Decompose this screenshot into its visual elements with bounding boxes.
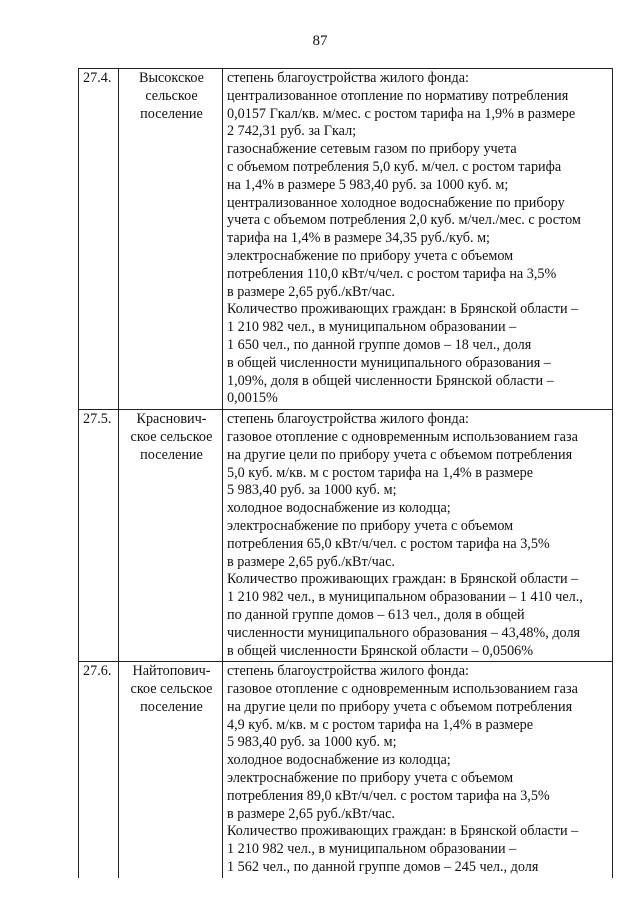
description-line: тарифа на 1,4% в размере 34,35 руб./куб. м; (227, 230, 491, 247)
description-line: 5 983,40 руб. за 1000 куб. м; (227, 482, 397, 499)
settlement-name (119, 410, 223, 662)
description-line: с объемом потребления 5,0 куб. м/чел. с ростом тарифа (227, 158, 562, 175)
description-line: на 1,4% в размере 5 983,40 руб. за 1000 куб. м; (227, 176, 509, 193)
page-number: 87 (312, 33, 328, 49)
description-line: потребления 65,0 кВт/ч/чел. с ростом тарифа на 3,5% (227, 535, 550, 552)
settlements-table (78, 68, 613, 878)
table-body (79, 69, 613, 878)
description-line: 4,9 куб. м/кв. м с ростом тарифа на 1,4% в размере (227, 716, 534, 733)
settlement-description (223, 662, 613, 878)
description-line: учета с объемом потребления 2,0 куб. м/чел./мес. с ростом (227, 212, 581, 229)
description-line: в размере 2,65 руб./кВт/час. (227, 283, 395, 300)
settlement-name-line: поселение (140, 105, 203, 122)
description-line: 1 562 чел., по данной группе домов – 245 чел., доля (227, 859, 539, 876)
description-line: 1 650 чел., по данной группе домов – 18 чел., доля (227, 336, 532, 353)
description-line: 1 210 982 чел., в муниципальном образовании – (227, 841, 517, 858)
settlement-name-line: Краснович- (136, 411, 207, 428)
description-line: потребления 89,0 кВт/ч/чел. с ростом тарифа на 3,5% (227, 787, 550, 804)
settlement-name-line: сельское (145, 87, 198, 104)
description-line: централизованное холодное водоснабжение по прибору (227, 194, 565, 211)
description-line: в размере 2,65 руб./кВт/час. (227, 805, 395, 822)
description-line: электроснабжение по прибору учета с объемом (227, 770, 514, 787)
description-line: на другие цели по прибору учета с объемом потребления (227, 446, 573, 463)
table-row (79, 662, 613, 878)
description-line: потребления 110,0 кВт/ч/чел. с ростом тарифа на 3,5% (227, 265, 557, 282)
description-line: Количество проживающих граждан: в Брянской области – (227, 823, 579, 840)
settlement-name (119, 662, 223, 878)
description-line: в общей численности Брянской области – 0,0506% (227, 642, 534, 659)
settlement-description (223, 410, 613, 662)
table-row (79, 410, 613, 662)
description-line: газовое отопление с одновременным использованием газа (227, 428, 578, 445)
description-line: численности муниципального образования – 43,48%, доля (227, 624, 581, 641)
description-line: 0,0015% (227, 390, 278, 407)
description-line: 0,0157 Гкал/кв. м/мес. с ростом тарифа на 1,9% в размере (227, 105, 576, 122)
description-line: Количество проживающих граждан: в Брянской области – (227, 571, 579, 588)
description-line: централизованное отопление по нормативу потребления (227, 87, 569, 104)
description-line: на другие цели по прибору учета с объемом потребления (227, 698, 573, 715)
description-line: степень благоустройства жилого фонда: (227, 411, 469, 428)
settlement-name-line: поселение (140, 446, 203, 463)
settlement-name (119, 69, 223, 410)
table-row (79, 69, 613, 410)
settlement-name-line: поселение (140, 698, 203, 715)
settlement-name-line: Найтопович- (132, 663, 211, 680)
description-line: электроснабжение по прибору учета с объемом (227, 247, 514, 264)
description-line: в общей численности муниципального образования – (227, 354, 551, 371)
settlement-name-line: ское сельское (130, 428, 213, 445)
description-line: 2 742,31 руб. за Гкал; (227, 123, 357, 140)
description-line: 1 210 982 чел., в муниципальном образовании – (227, 319, 517, 336)
description-line: холодное водоснабжение из колодца; (227, 752, 451, 769)
settlement-description (223, 69, 613, 410)
description-line: Количество проживающих граждан: в Брянской области – (227, 301, 579, 318)
description-line: степень благоустройства жилого фонда: (227, 70, 469, 86)
description-line: по данной группе домов – 613 чел., доля в общей (227, 606, 525, 623)
description-line: холодное водоснабжение из колодца; (227, 500, 451, 517)
row-number: 27.6. (79, 662, 119, 878)
description-line: 5,0 куб. м/кв. м с ростом тарифа на 1,4% в размере (227, 464, 534, 481)
description-line: 1,09%, доля в общей численности Брянской области – (227, 372, 554, 389)
description-line: 1 210 982 чел., в муниципальном образовании – 1 410 чел., (227, 589, 583, 606)
description-line: 5 983,40 руб. за 1000 куб. м; (227, 734, 397, 751)
description-line: газовое отопление с одновременным использованием газа (227, 681, 578, 698)
description-line: степень благоустройства жилого фонда: (227, 663, 469, 680)
description-line: электроснабжение по прибору учета с объемом (227, 517, 514, 534)
row-number: 27.4. (79, 69, 119, 410)
description-line: газоснабжение сетевым газом по прибору учета (227, 141, 517, 158)
settlement-name-line: Высокское (139, 70, 204, 86)
description-line: в размере 2,65 руб./кВт/час. (227, 553, 395, 570)
row-number: 27.5. (79, 410, 119, 662)
settlement-name-line: ское сельское (130, 681, 213, 698)
